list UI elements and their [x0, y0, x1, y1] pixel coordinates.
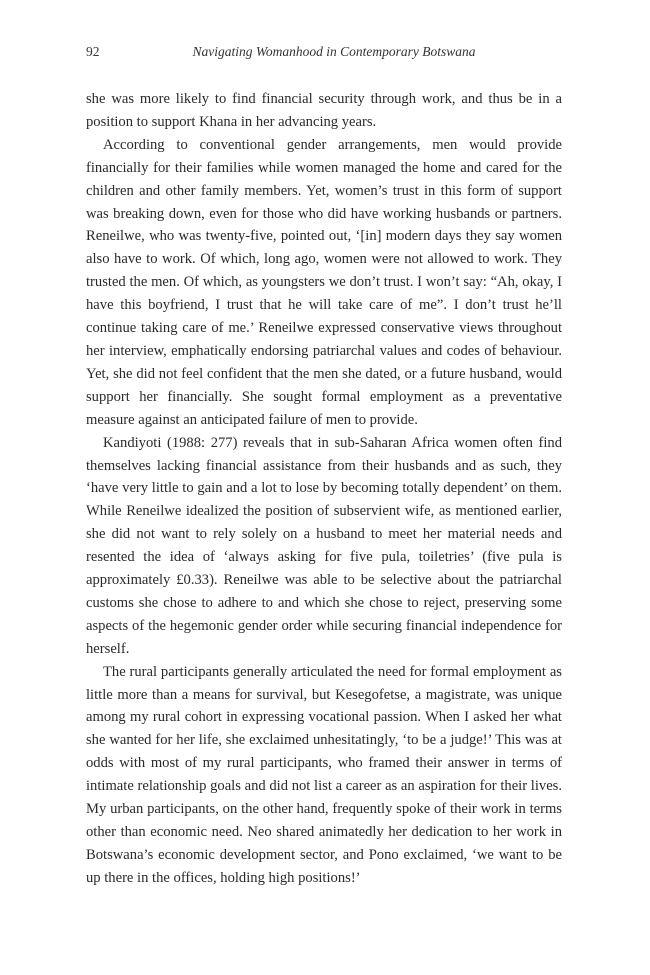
running-title: Navigating Womanhood in Contemporary Botswana — [192, 44, 476, 59]
page-number: 92 — [86, 44, 100, 59]
paragraph: According to conventional gender arrangements, men would provide financially for their families while women managed the home and cared for the children and other family members. Yet, women’s trust in this form of support was breaking down, even for those who did have working husbands or partners. Reneilwe, who was twenty-five, pointed out, ‘[in] modern days they say women also have to work. Of which, long ago, women were not allowed to work. They trusted the men. Of which, as youngsters we don’t trust. I won’t say: “Ah, okay, I have this boyfriend, I trust that he will take care of me”. I don’t trust he’ll continue taking care of me.’ Reneilwe expressed conservative views throughout her interview, emphatically endorsing patriarchal values and codes of behaviour. Yet, she did not feel confident that the men she dated, or a future husband, would support her financially. She sought formal employment as a preventative measure against an anticipated failure of men to provide. — [86, 136, 562, 428]
book-page — [86, 44, 562, 890]
paragraph: The rural participants generally articulated the need for formal employment as little more than a means for survival, but Kesegofetse, a magistrate, was unique among my rural cohort in expressing vocational passion. When I asked her what she wanted for her life, she exclaimed unhesitatingly, ‘to be a judge!’ This was at odds with most of my rural participants, who framed their answer in terms of intimate relationship goals and did not list a career as an aspiration for their lives. My urban participants, on the other hand, frequently spoke of their work in terms other than economic need. Neo shared animatedly her dedication to her work in Botswana’s economic development sector, and Pono exclaimed, ‘we want to be up there in the offices, holding high positions!’ — [86, 663, 562, 886]
paragraph: Kandiyoti (1988: 277) reveals that in sub-Saharan Africa women often find themselves lacking financial assistance from their husbands and as such, they ‘have very little to gain and a lot to lose by becoming totally dependent’ on them. While Reneilwe idealized the position of subservient wife, as mentioned earlier, she did not want to rely solely on a husband to meet her material needs and resented the idea of ‘always asking for five pula, toiletries’ (five pula is approximately £0.33). Reneilwe was able to be selective about the patriarchal customs she chose to adhere to and which she chose to reject, preserving some aspects of the hegemonic gender order while securing financial independence for herself. — [86, 434, 562, 657]
running-head — [86, 44, 562, 66]
paragraph-continued: she was more likely to find financial security through work, and thus be in a position to support Khana in her advancing years. — [86, 91, 562, 130]
body-text — [86, 88, 562, 890]
